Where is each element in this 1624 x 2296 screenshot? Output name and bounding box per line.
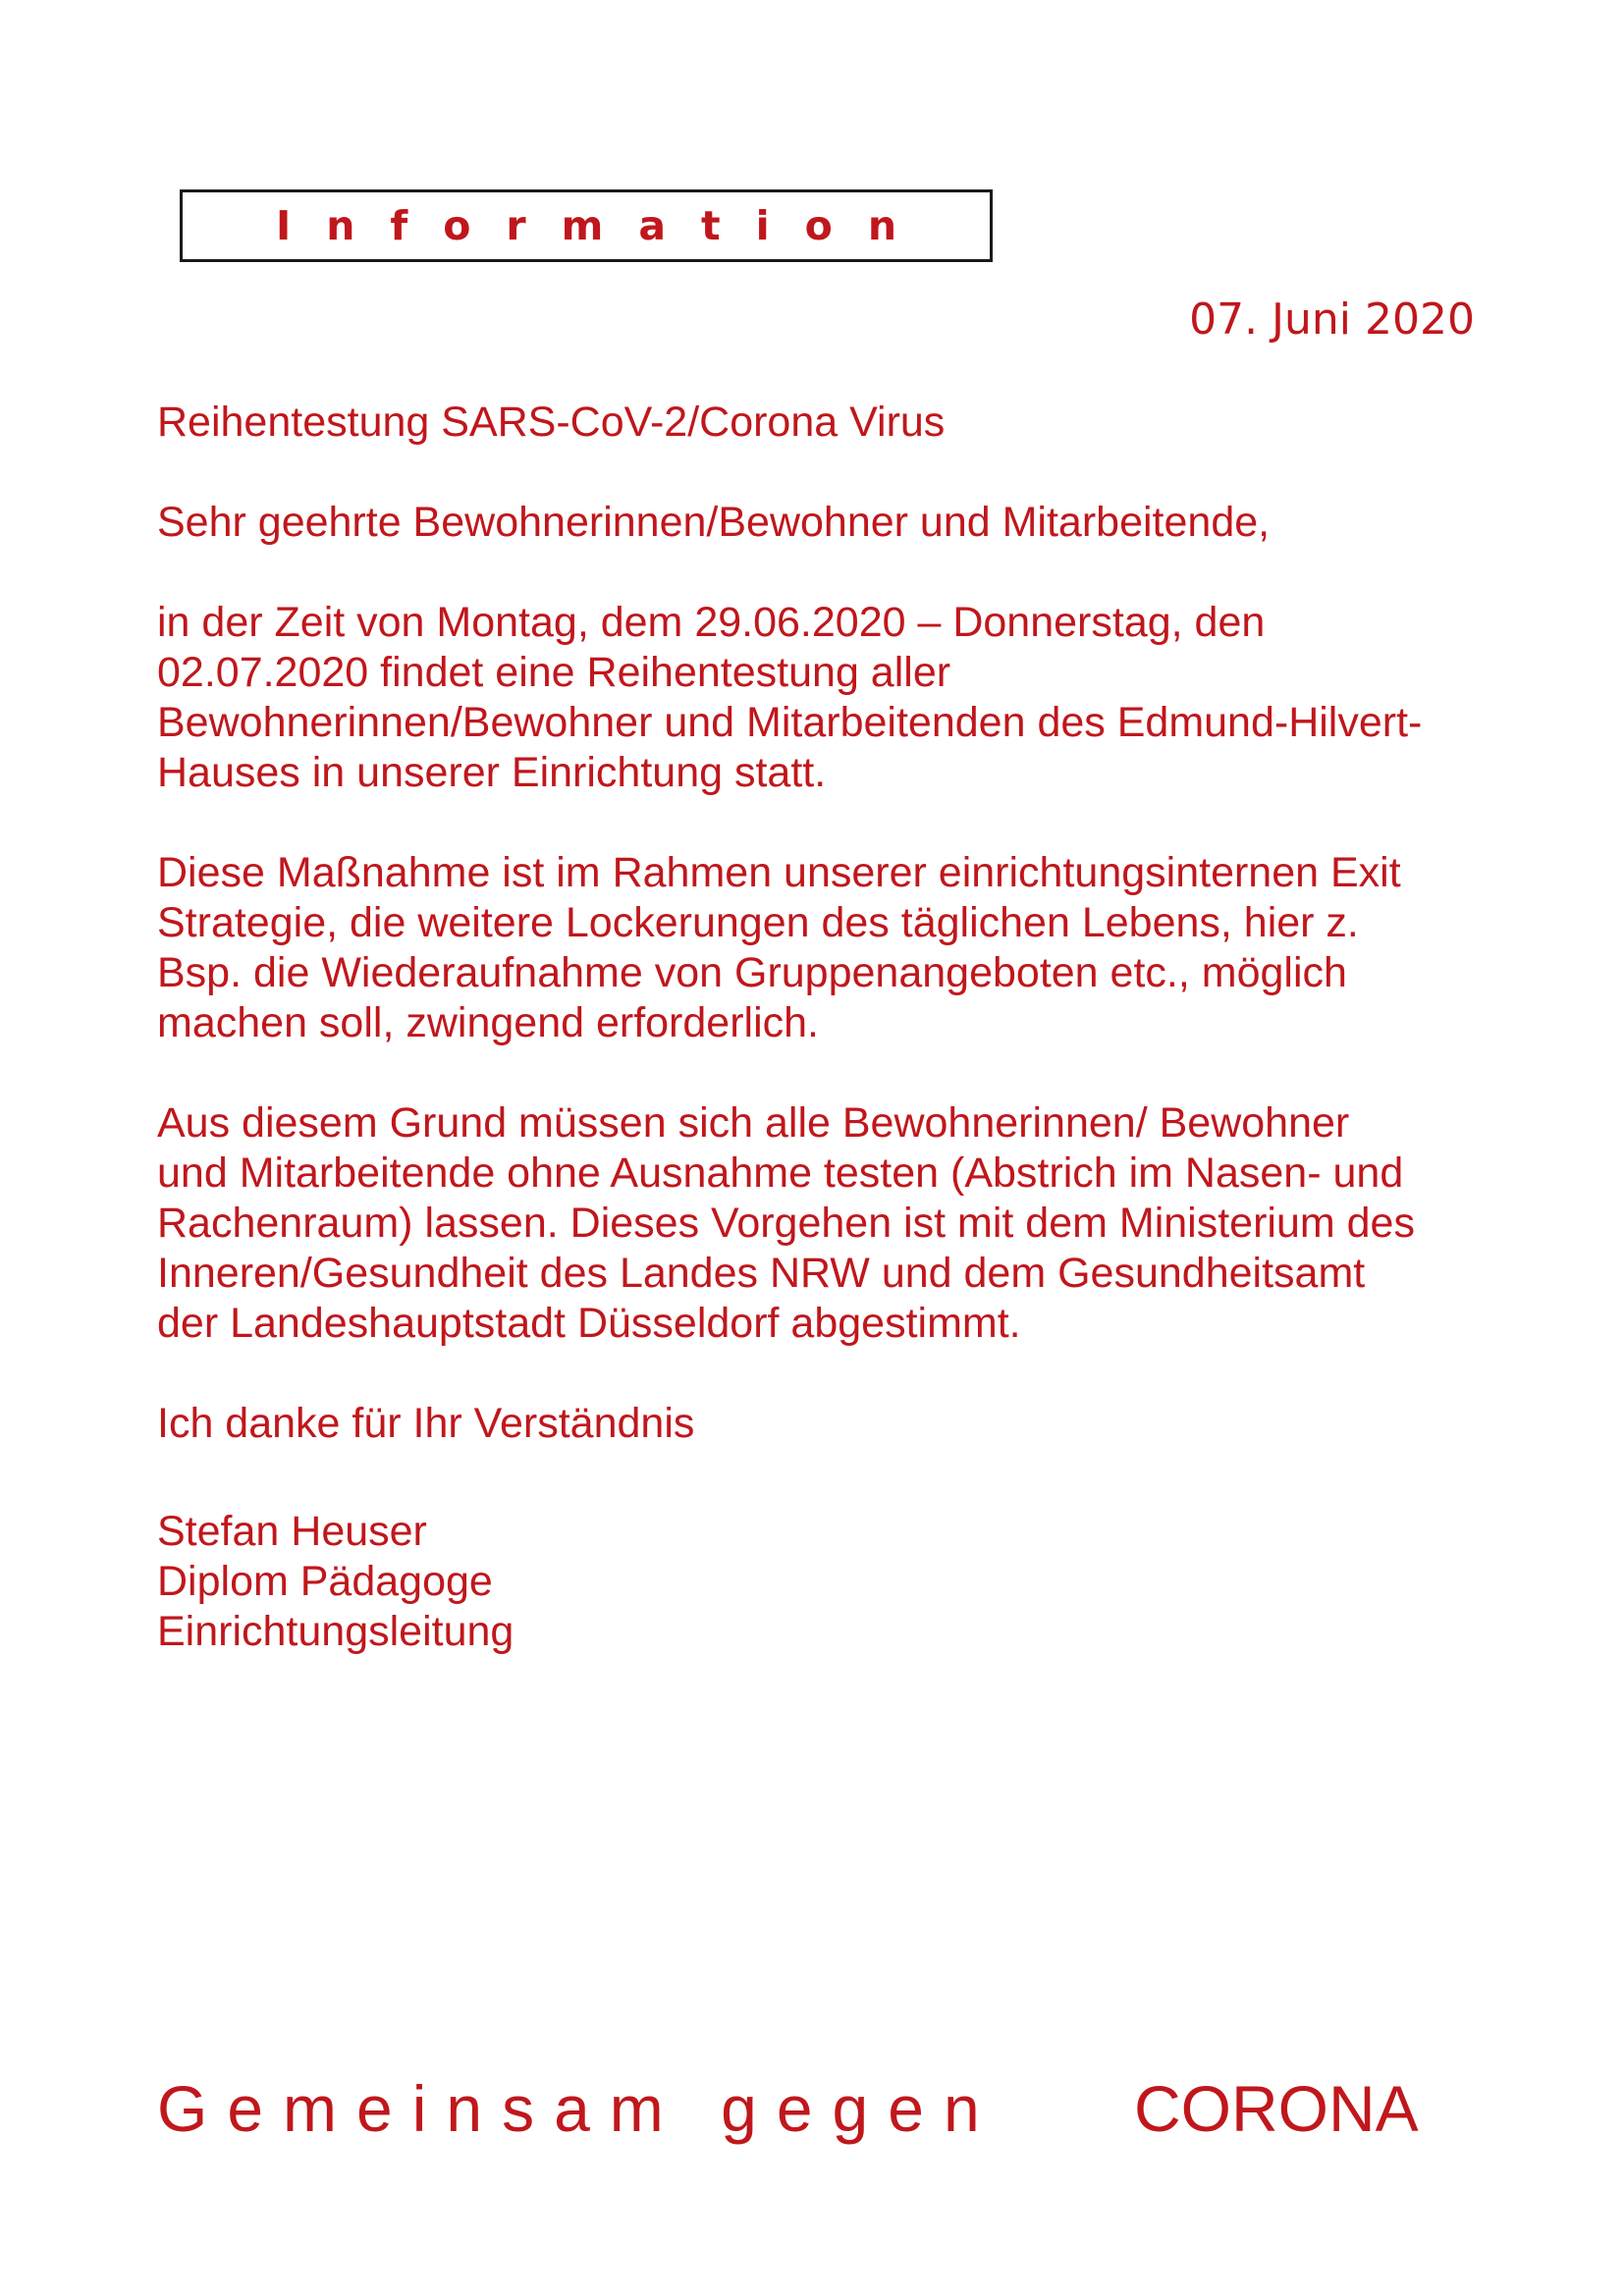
letter-subject: Reihentestung SARS-CoV-2/Corona Virus <box>157 399 946 446</box>
paragraph-line: Rachenraum) lassen. Dieses Vorgehen ist mit dem Ministerium des <box>157 1200 1415 1247</box>
signature-block <box>157 1507 514 1657</box>
information-title: Information <box>275 202 933 249</box>
signature-title: Diplom Pädagoge <box>157 1558 493 1605</box>
signature-name: Stefan Heuser <box>157 1508 427 1555</box>
paragraph-line: in der Zeit von Montag, dem 29.06.2020 – Donnerstag, den <box>157 599 1266 646</box>
paragraph-line: Bsp. die Wiederaufnahme von Gruppenangeboten etc., möglich <box>157 949 1347 996</box>
letter-salutation: Sehr geehrte Bewohnerinnen/Bewohner und Mitarbeitende, <box>157 499 1271 546</box>
paragraph-line: Hauses in unserer Einrichtung statt. <box>157 749 827 796</box>
paragraph-line: Inneren/Gesundheit des Landes NRW und dem Gesundheitsamt <box>157 1250 1366 1297</box>
letter-body <box>157 398 1492 1499</box>
paragraph-line: Diese Maßnahme ist im Rahmen unserer einrichtungsinternen Exit <box>157 849 1401 896</box>
paragraph-line: und Mitarbeitende ohne Ausnahme testen (Abstrich im Nasen- und <box>157 1149 1404 1197</box>
paragraph-line: der Landeshauptstadt Düsseldorf abgestimmt. <box>157 1300 1021 1347</box>
slogan-text: Gemeinsam gegen <box>157 2072 1000 2145</box>
paragraph-line: Bewohnerinnen/Bewohner und Mitarbeitenden des Edmund-Hilvert- <box>157 699 1423 746</box>
information-box <box>180 189 993 262</box>
letter-date: 07. Juni 2020 <box>1189 294 1475 345</box>
paragraph-testing-dates <box>157 598 1492 798</box>
paragraph-line: machen soll, zwingend erforderlich. <box>157 999 819 1046</box>
signature-role: Einrichtungsleitung <box>157 1608 514 1655</box>
footer-slogan <box>157 2071 1419 2146</box>
paragraph-line: Aus diesem Grund müssen sich alle Bewohnerinnen/ Bewohner <box>157 1099 1350 1147</box>
paragraph-line: Strategie, die weitere Lockerungen des täglichen Lebens, hier z. <box>157 899 1359 946</box>
letter-closing: Ich danke für Ihr Verständnis <box>157 1400 695 1447</box>
paragraph-line: 02.07.2020 findet eine Reihentestung aller <box>157 649 951 696</box>
paragraph-exit-strategy <box>157 848 1492 1048</box>
paragraph-mandatory-testing <box>157 1098 1492 1349</box>
slogan-keyword: CORONA <box>1134 2072 1419 2145</box>
